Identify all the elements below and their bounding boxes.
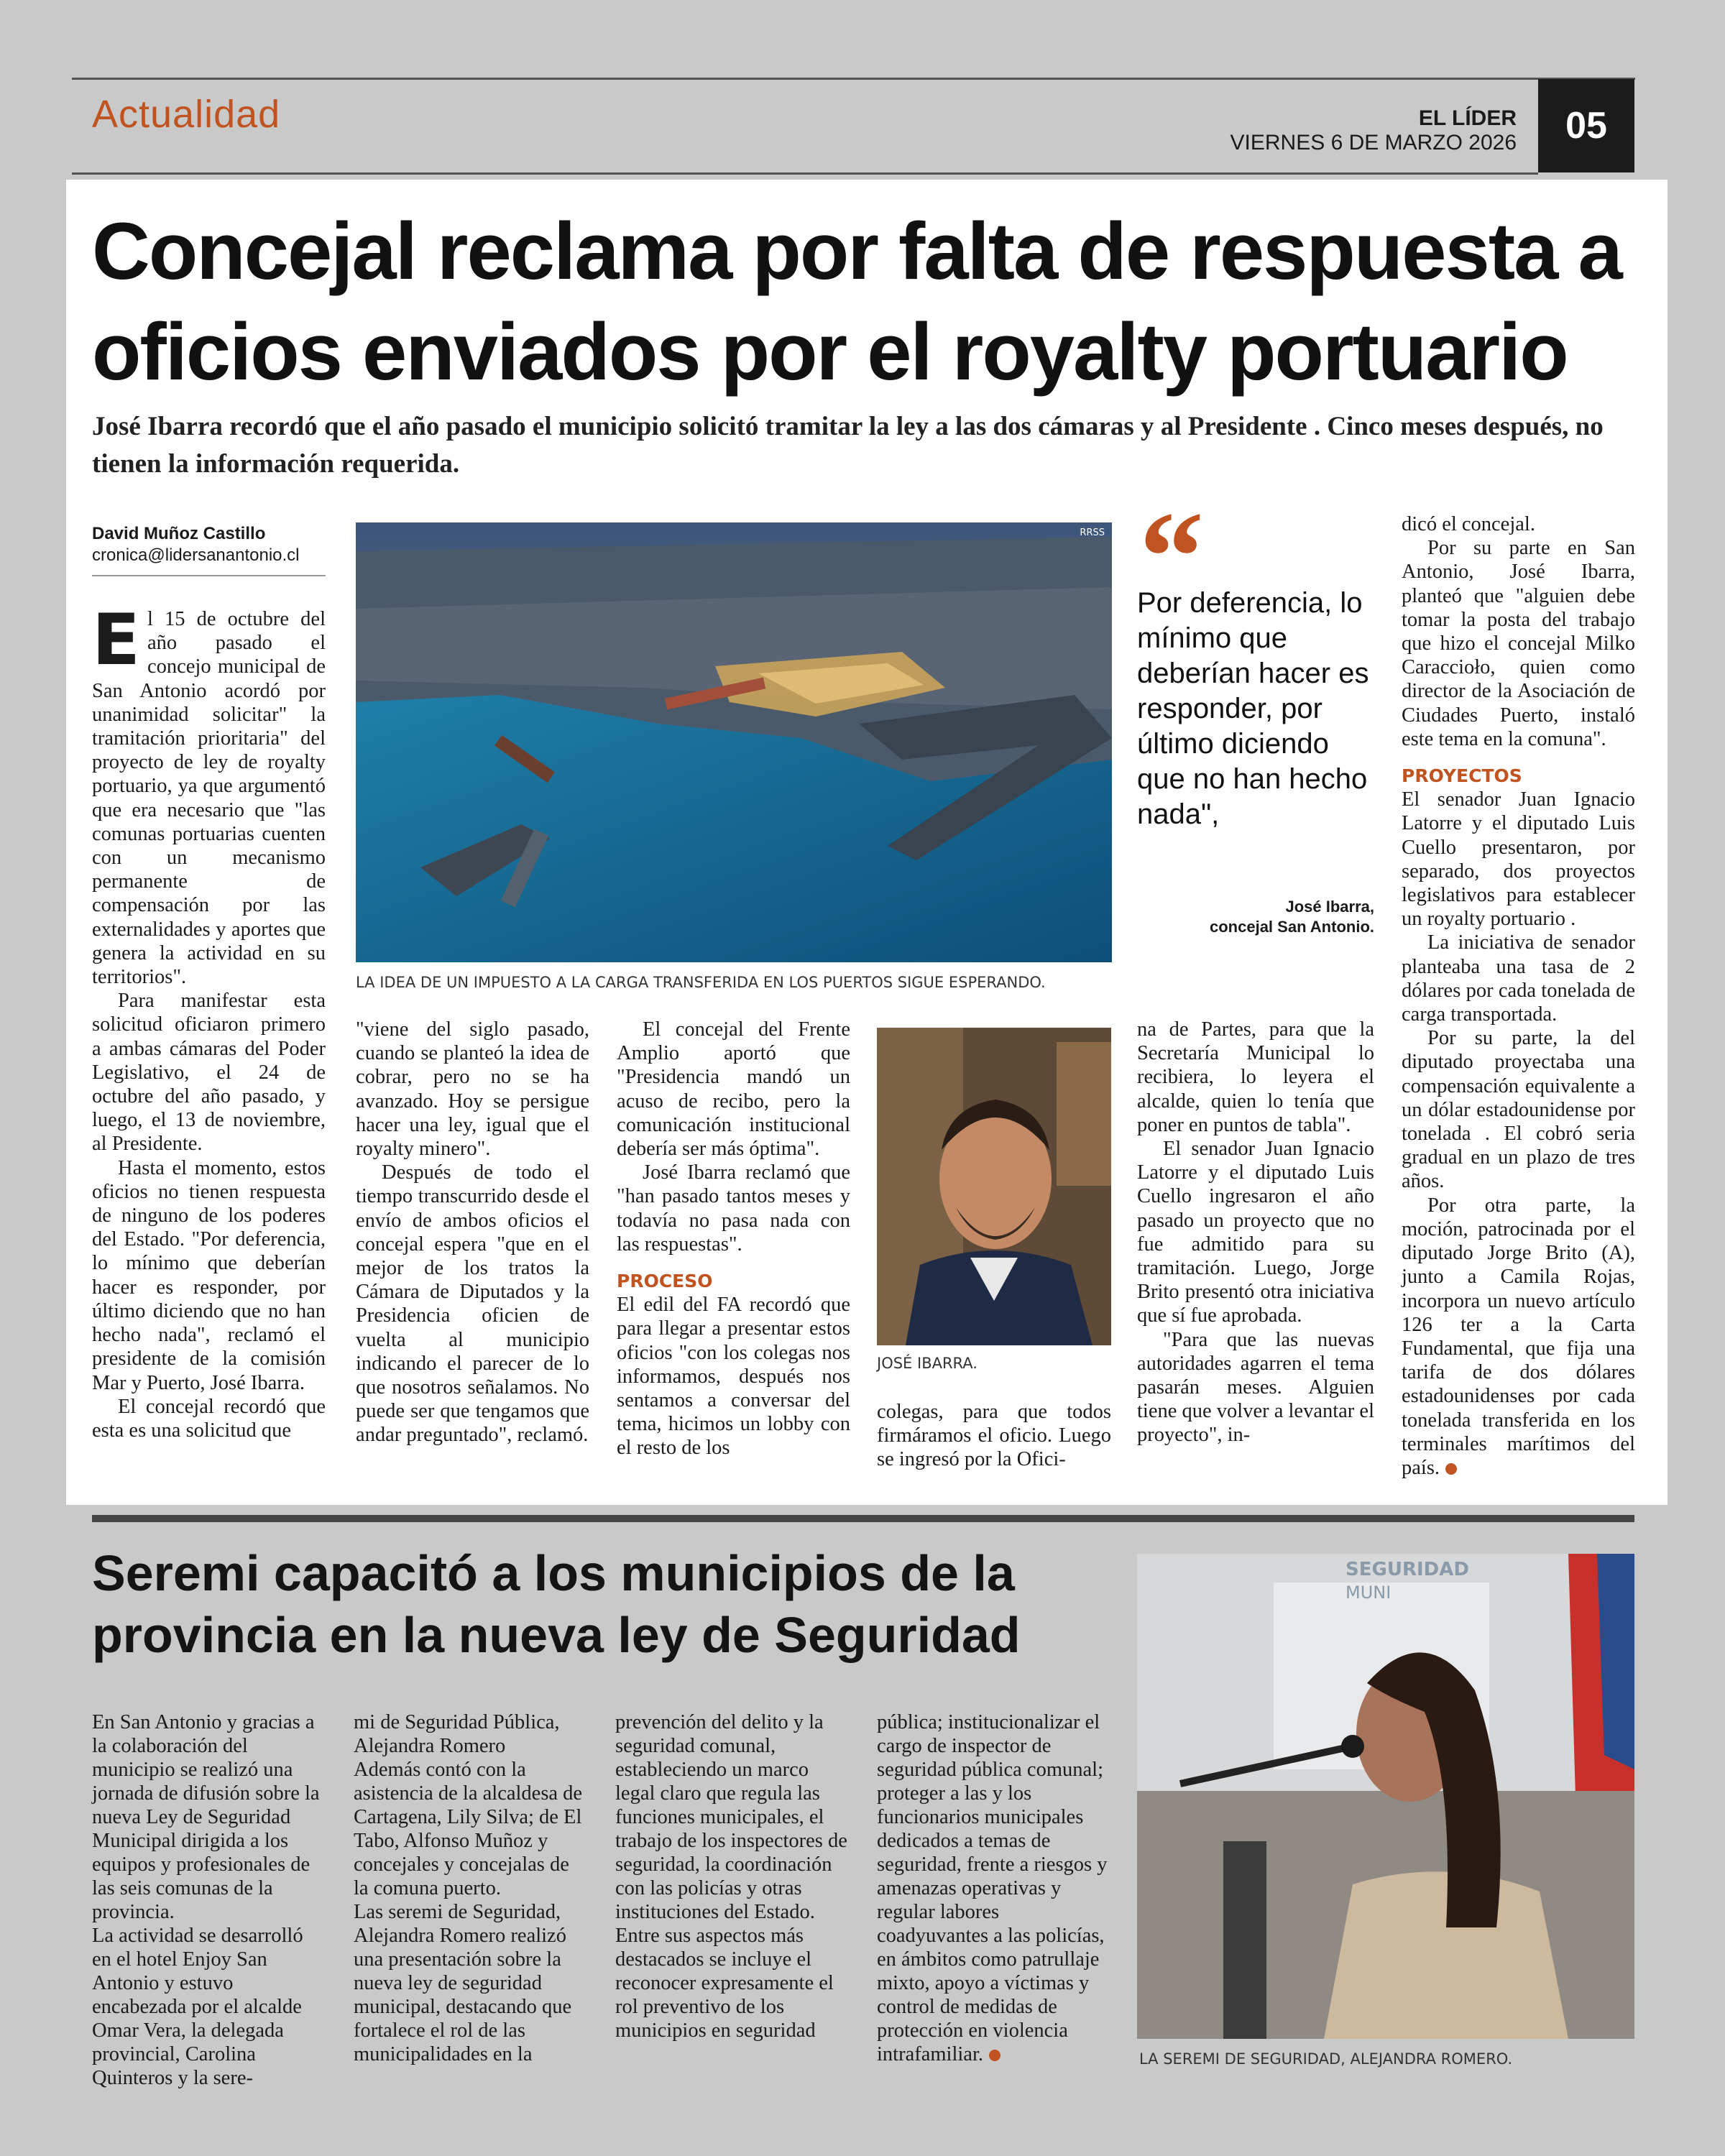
issue-date: VIERNES 6 DE MARZO 2026 xyxy=(1230,131,1517,155)
paragraph xyxy=(1402,1194,1635,1480)
paragraph: Por su parte en San Antonio, José Ibarra, planteó que "alguien debe tomar la posta del trabajo que hizo el concejal Milko Caraccioło, quien como director de la Asociación de Ciudades Puerto, instaló este tema en la comuna". xyxy=(1402,537,1635,750)
seremi-speaker-photo xyxy=(1137,1554,1634,2039)
paragraph: Hasta el momento, estos oficios no tienen respuesta de ninguno de los poderes del Estado. "Por deferencia, lo mínimo que deberían hacer es responder, por último diciendo que no han hecho nada", reclamó el presidente de la comisión Mar y Puerto, José Ibarra. xyxy=(92,1156,326,1394)
top-rule xyxy=(72,78,1635,80)
masthead xyxy=(1230,106,1517,155)
paragraph: "viene del siglo pasado, cuando se planteó la idea de cobrar, pero no se ha avanzado. Hoy se persigue hacer una ley, igual que el royalty minero". xyxy=(356,1018,589,1161)
paragraph: Entre sus aspectos más destacados se incluye el reconocer expresamente el rol preventivo de los municipios en seguridad xyxy=(615,1925,834,2042)
paragraph: Para manifestar esta solicitud oficiaron primero a ambas cámaras del Poder Legislativo, el 24 de octubre del año pasado, y luego, el 13 de noviembre, al Presidente. xyxy=(92,990,326,1156)
paragraph: El concejal recordó que esta es una solicitud que xyxy=(92,1395,326,1442)
article1-column-1 xyxy=(92,599,326,1477)
photo-credit: RRSS xyxy=(1080,528,1105,538)
quote-mark-icon: “ xyxy=(1139,485,1204,628)
page-number: 05 xyxy=(1538,79,1634,172)
port-aerial-photo xyxy=(356,522,1112,962)
paragraph: Después de todo el tiempo transcurrido desde el envío de ambos oficios el concejal espera "que en el mejor de los tratos la Cámara de Diputados y la Presidencia oficien de vuelta al municipio indicando el parecer de lo que nosotros señalamos. No puede ser que tengamos que andar preguntado", reclamó. xyxy=(356,1161,589,1447)
article2-column-2 xyxy=(354,1710,587,2066)
paragraph: na de Partes, para que la Secretaría Municipal lo recibiera, lo leyera el alcalde, quien lo tenía que poner en puntos de tabla". xyxy=(1137,1018,1374,1136)
article2-column-1 xyxy=(92,1710,326,2090)
paragraph: "Para que las nuevas autoridades agarren el tema pasarán meses. Alguien tiene que volver a levantar el proyecto", in- xyxy=(1137,1328,1374,1447)
paragraph: El senador Juan Ignacio Latorre y el diputado Luis Cuello presentaron, por separado, dos proyectos legislativos para establecer un royalty portuario . xyxy=(1402,788,1635,931)
port-photo-caption: LA IDEA DE UN IMPUESTO A LA CARGA TRANSFERIDA EN LOS PUERTOS SIGUE ESPERANDO. xyxy=(356,974,1046,991)
paragraph: El edil del FA recordó que para llegar a presentar estos oficios "con los colegas nos informamos, después nos sentamos a conversar del tema, hicimos un lobby con el resto de los xyxy=(617,1294,850,1460)
paragraph: El concejal del Frente Amplio aportó que "Presidencia mandó un acuso de recibo, pero la comunicación institucional debería ser más óptima". xyxy=(617,1018,850,1161)
article2-column-4 xyxy=(877,1710,1110,2066)
article1-column-3 xyxy=(617,1018,850,1478)
author-name: David Muñoz Castillo xyxy=(92,524,266,543)
paragraph xyxy=(877,1710,1110,2066)
end-mark-icon xyxy=(1445,1463,1457,1475)
paragraph: colegas, para que todos firmáramos el oficio. Luego se ingresó por la Ofici- xyxy=(877,1401,1111,1471)
drop-cap: E xyxy=(92,599,140,681)
paragraph: l 15 de octubre del año pasado el concejo municipal de San Antonio acordó por unanimidad solicitar" la tramitación prioritaria" del proyecto de ley de royalty portuario, ya que argumentó que era necesario que "las comunas portuarias cuenten con un mecanismo permanente de compensación por las externalidades y aportes que genera la actividad en su territorios". xyxy=(92,608,326,989)
newspaper-name: EL LÍDER xyxy=(1418,106,1517,130)
pull-quote: Por deferencia, lo mínimo que deberían hacer es responder, por último diciendo que no han hecho nada", xyxy=(1137,587,1369,830)
header-bottom-rule xyxy=(72,172,1538,175)
article1-column-4 xyxy=(877,1400,1111,1478)
paragraph: Por su parte, la del diputado proyectaba una compensación equivalente a un dólar estadounidense por tonelada . El cobró seria gradual en un plazo de tres años. xyxy=(1402,1027,1635,1193)
banner-text-2: MUNI xyxy=(1346,1583,1392,1603)
subhead-proceso: PROCESO xyxy=(617,1271,713,1292)
paragraph-text: Por otra parte, la moción, patrocinada por el diputado Jorge Brito (A), junto a Camila Rojas, incorpora un nuevo artículo 126 ter a la Carta Fundamental, que fija una tarifa de dos dólares estadounidenses por cada tonelada transferida en los terminales marítimos del país. xyxy=(1402,1194,1635,1479)
byline xyxy=(92,523,329,566)
paragraph-text: pública; institucionalizar el cargo de inspector de seguridad pública comunal; proteger a las y los funcionarios municipales dedicados a temas de seguridad, frente a riesgos y amenazas operativas y regular labores coadyuvantes a las policías, en ámbitos como patrullaje mixto, apoyo a víctimas y control de medidas de protección en violencia intrafamiliar. xyxy=(877,1711,1108,2065)
paragraph: El senador Juan Ignacio Latorre y el diputado Luis Cuello ingresaron el año pasado un proyecto que no fue admitido para su tramitación. Luego, Jorge Brito presentó otra iniciativa que sí fue aprobada. xyxy=(1137,1138,1374,1327)
author-email[interactable]: cronica@lidersanantonio.cl xyxy=(92,545,300,565)
paragraph: José Ibarra reclamó que "han pasado tantos meses y todavía no pasa nada con las respuestas". xyxy=(617,1161,850,1256)
paragraph: La actividad se desarrolló en el hotel Enjoy San Antonio y estuvo encabezada por el alcalde Omar Vera, la delegada provincial, Carolina Quinteros y la sere- xyxy=(92,1925,303,2089)
banner-text: SEGURIDAD xyxy=(1346,1559,1469,1580)
speaker-photo-caption: LA SEREMI DE SEGURIDAD, ALEJANDRA ROMERO. xyxy=(1139,2050,1513,2068)
section-label: Actualidad xyxy=(92,93,281,136)
article-lead: José Ibarra recordó que el año pasado el municipio solicitó tramitar la ley a las dos cámaras y al Presidente . Cinco meses después, no tienen la información requerida. xyxy=(92,412,1604,479)
paragraph: Las seremi de Seguridad, Alejandra Romero realizó una presentación sobre la nueva ley de seguridad municipal, destacando que fortalece el rol de las municipalidades en la xyxy=(354,1901,572,2065)
portrait-caption: JOSÉ IBARRA. xyxy=(877,1355,978,1372)
subhead-proyectos: PROYECTOS xyxy=(1402,765,1522,787)
quote-attribution xyxy=(1137,897,1374,937)
section-divider xyxy=(92,1515,1634,1522)
byline-rule xyxy=(92,575,326,576)
second-headline: Seremi capacitó a los municipios de la provincia en la nueva ley de Seguridad xyxy=(92,1545,1021,1663)
quote-role: concejal San Antonio. xyxy=(1210,918,1374,936)
jose-ibarra-portrait xyxy=(877,1028,1111,1345)
article1-column-5 xyxy=(1137,1018,1374,1478)
quote-author: José Ibarra, xyxy=(1285,898,1374,916)
article1-column-6 xyxy=(1402,512,1635,1483)
article1-column-2 xyxy=(356,1018,589,1478)
paragraph: Además contó con la asistencia de la alcaldesa de Cartagena, Lily Silva; de El Tabo, Alfonso Muñoz y concejales y concejalas de la comuna puerto. xyxy=(354,1759,583,1899)
end-mark-icon xyxy=(989,2050,1000,2061)
paragraph: dicó el concejal. xyxy=(1402,513,1535,535)
paragraph: mi de Seguridad Pública, Alejandra Romero xyxy=(354,1711,560,1757)
article2-column-3 xyxy=(615,1710,849,2042)
paragraph: La iniciativa de senador planteaba una tasa de 2 dólares por cada tonelada de carga transportada. xyxy=(1402,931,1635,1026)
paragraph: prevención del delito y la seguridad comunal, estableciendo un marco legal claro que regula las funciones municipales, el trabajo de los inspectores de seguridad, la coordinación con las policías y otras instituciones del Estado. xyxy=(615,1711,847,1923)
paragraph: En San Antonio y gracias a la colaboración del municipio se realizó una jornada de difusión sobre la nueva Ley de Seguridad Municipal dirigida a los equipos y profesionales de las seis comunas de la provincia. xyxy=(92,1711,320,1923)
main-headline: Concejal reclama por falta de respuesta a oficios enviados por el royalty portuario xyxy=(92,206,1622,397)
